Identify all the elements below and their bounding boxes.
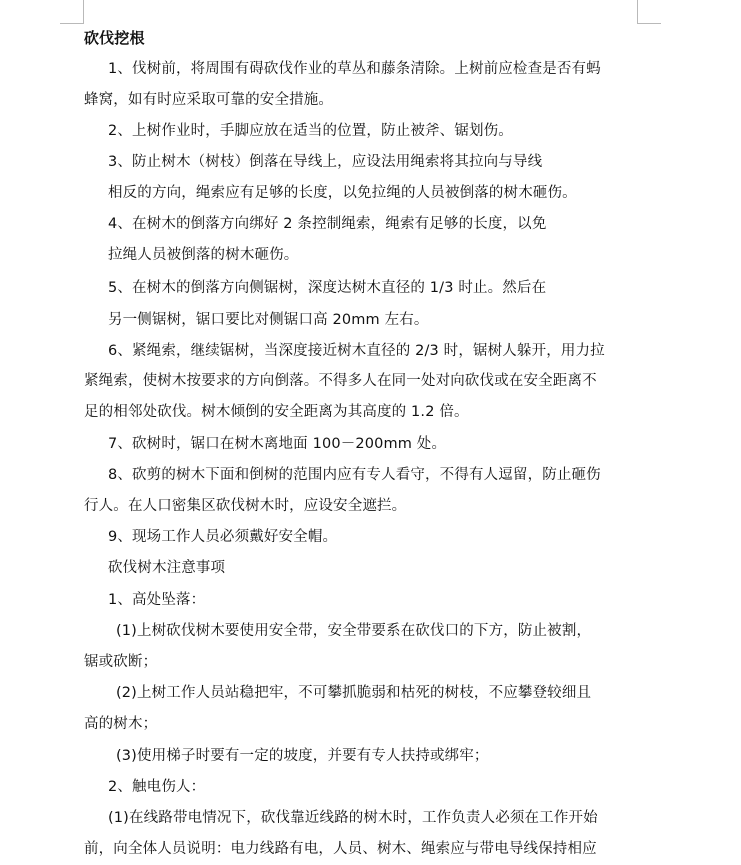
paragraph-line: (1)在线路带电情况下，砍伐靠近线路的树木时，工作负责人必须在工作开始 bbox=[108, 810, 598, 826]
paragraph-line: 行人。在人口密集区砍伐树木时，应设安全遮拦。 bbox=[84, 498, 407, 514]
paragraph-line: 7、砍树时，锯口在树木离地面 100－200mm 处。 bbox=[108, 436, 447, 452]
paragraph-line: 相反的方向，绳索应有足够的长度，以免拉绳的人员被倒落的树木砸伤。 bbox=[108, 185, 577, 201]
paragraph-line: 足的相邻处砍伐。树木倾倒的安全距离为其高度的 1.2 倍。 bbox=[84, 404, 469, 420]
paragraph-line: 3、防止树木（树枝）倒落在导线上，应设法用绳索将其拉向与导线 bbox=[108, 154, 543, 170]
paragraph-line: (3)使用梯子时要有一定的坡度，并要有专人扶持或绑牢； bbox=[116, 748, 489, 764]
paragraph-line: 9、现场工作人员必须戴好安全帽。 bbox=[108, 529, 338, 545]
paragraph-line: 1、伐树前，将周围有碍砍伐作业的草丛和藤条清除。上树前应检查是否有蚂 bbox=[108, 61, 601, 77]
crop-mark-top-left bbox=[0, 0, 84, 24]
paragraph-line: 6、紧绳索，继续锯树，当深度接近树木直径的 2/3 时，锯树人躲开，用力拉 bbox=[108, 343, 605, 359]
paragraph-line: 2、上树作业时，手脚应放在适当的位置，防止被斧、锯划伤。 bbox=[108, 123, 513, 139]
paragraph-line: 1、高处坠落： bbox=[108, 592, 206, 608]
paragraph-line: (2)上树工作人员站稳把牢，不可攀抓脆弱和枯死的树枝，不应攀登较细且 bbox=[116, 685, 592, 701]
paragraph-line: 高的树木； bbox=[84, 716, 158, 732]
paragraph-line: 另一侧锯树，锯口要比对侧锯口高 20mm 左右。 bbox=[108, 312, 429, 328]
document-title: 砍伐挖根 bbox=[84, 29, 145, 47]
paragraph-line: 拉绳人员被倒落的树木砸伤。 bbox=[108, 247, 299, 263]
paragraph-line: 4、在树木的倒落方向绑好 2 条控制绳索，绳索有足够的长度，以免 bbox=[108, 216, 547, 232]
paragraph-line: 蜂窝，如有时应采取可靠的安全措施。 bbox=[84, 92, 334, 108]
paragraph-line: (1)上树砍伐树木要使用安全带，安全带要系在砍伐口的下方，防止被割， bbox=[116, 623, 592, 639]
paragraph-line: 紧绳索，使树木按要求的方向倒落。不得多人在同一处对向砍伐或在安全距离不 bbox=[84, 373, 597, 389]
paragraph-line: 锯或砍断； bbox=[84, 654, 158, 670]
paragraph-line: 8、砍剪的树木下面和倒树的范围内应有专人看守，不得有人逗留，防止砸伤 bbox=[108, 467, 601, 483]
crop-mark-top-right bbox=[637, 0, 741, 24]
paragraph-line: 2、触电伤人： bbox=[108, 779, 206, 795]
paragraph-line: 5、在树木的倒落方向侧锯树，深度达树木直径的 1/3 时止。然后在 bbox=[108, 280, 547, 296]
paragraph-line: 前，向全体人员说明：电力线路有电，人员、树木、绳索应与带电导线保持相应 bbox=[84, 841, 597, 857]
section-heading: 砍伐树木注意事项 bbox=[108, 560, 226, 576]
